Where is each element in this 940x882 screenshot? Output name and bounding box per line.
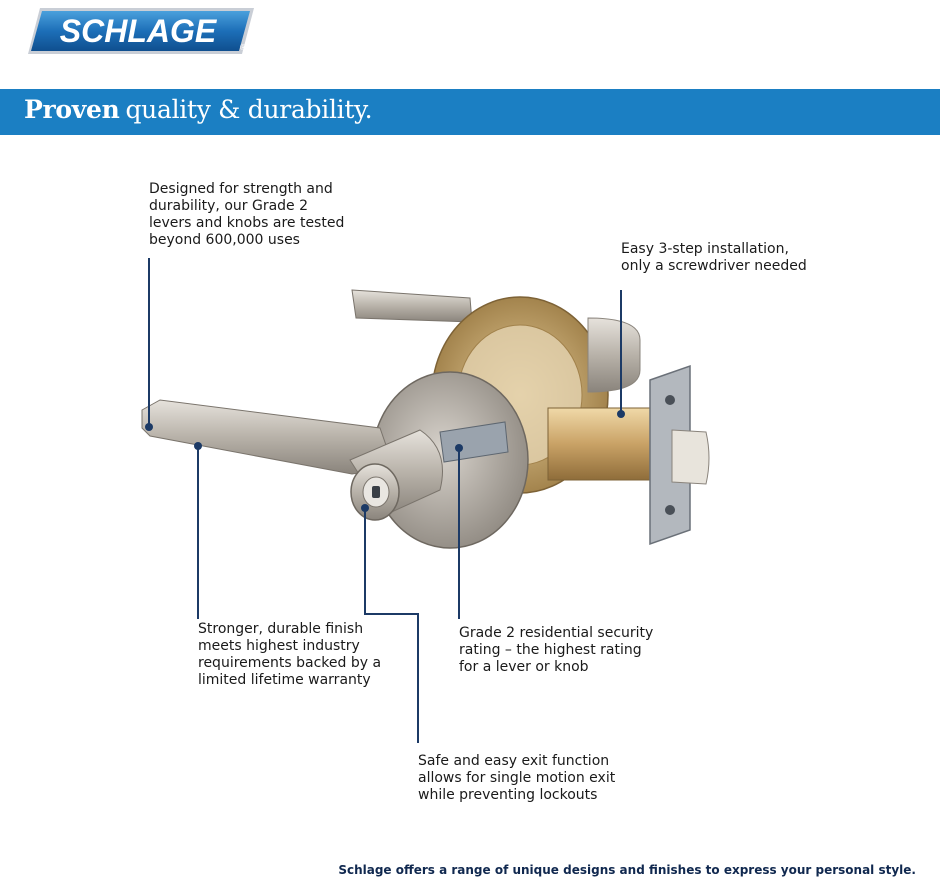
latch-tongue bbox=[672, 430, 709, 484]
logo-wordmark: SCHLAGE bbox=[59, 13, 217, 49]
banner-rest: quality & durability. bbox=[125, 95, 373, 124]
callout-finish: Stronger, durable finish meets highest industry requirements backed by a limited lifetime warranty bbox=[198, 621, 382, 688]
callout-strength: Designed for strength and durability, our Grade 2 levers and knobs are tested beyond 600,000 uses bbox=[149, 181, 345, 248]
footer-tagline: Schlage offers a range of unique designs and finishes to express your personal style. bbox=[338, 863, 916, 877]
callout-security: Grade 2 residential security rating – the highest rating for a lever or knob bbox=[459, 625, 654, 675]
callout-installation: Easy 3-step installation, only a screwdriver needed bbox=[621, 241, 807, 274]
banner-bold-word: Proven bbox=[24, 95, 120, 124]
callout-exit: Safe and easy exit function allows for single motion exit while preventing lockouts bbox=[418, 753, 616, 803]
latch-bolt bbox=[548, 408, 650, 480]
registered-mark: ® bbox=[240, 43, 246, 52]
back-lever bbox=[352, 290, 472, 322]
